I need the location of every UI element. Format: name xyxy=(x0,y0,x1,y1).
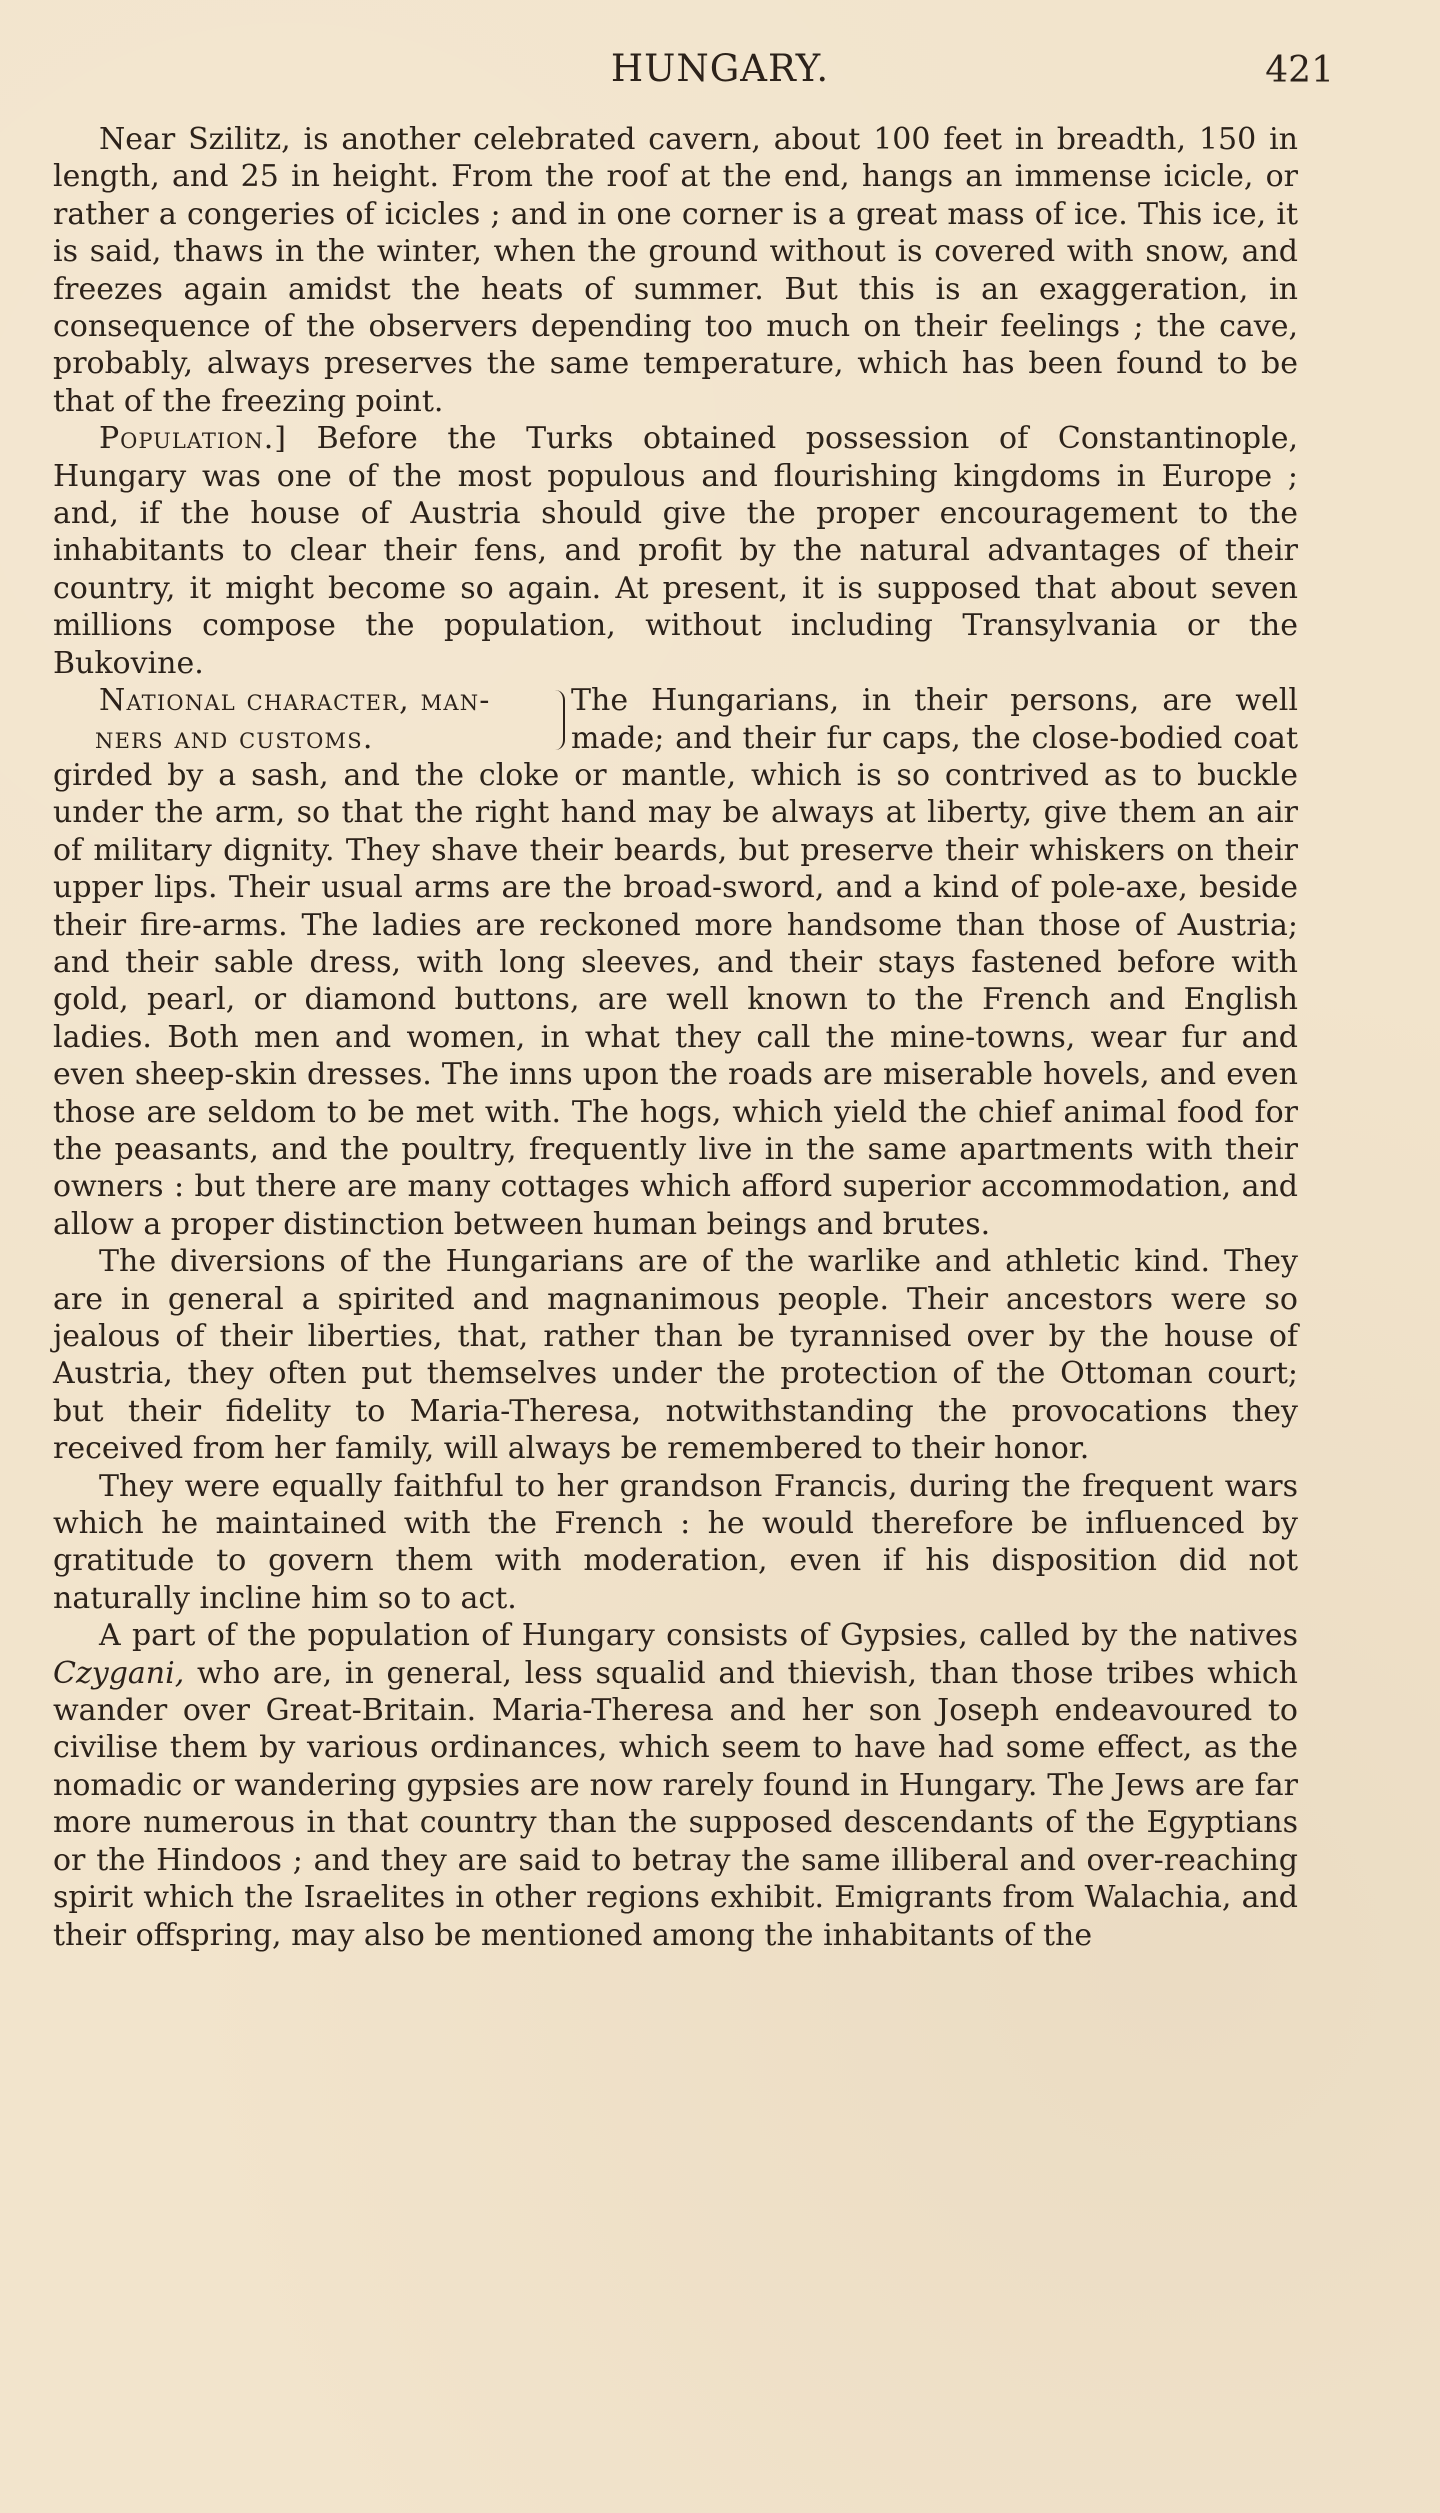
running-head xyxy=(0,44,1440,94)
paragraph-national-character xyxy=(53,682,1298,1243)
brace-mark xyxy=(552,690,565,750)
paragraph-gypsies-text-start: A part of the population of Hungary consists of Gypsies, called by the natives xyxy=(99,1618,1298,1654)
section-heading-population: Population.] xyxy=(99,421,287,457)
side-heading-line-1: National character, man- xyxy=(99,683,491,719)
paragraph-population xyxy=(53,420,1298,682)
page-title: HUNGARY. xyxy=(610,47,830,90)
page-number: 421 xyxy=(1265,50,1334,91)
page-body xyxy=(53,121,1298,1954)
paragraph-national-character-text: The Hungarians, in their persons, are well made; and their fur caps, the close-bodied coat girded by a sash, and the cloke or mantle, which is so contrived as to buckle under the arm, so that the right hand may be always at liberty, give them an air of military dignity. They shave their beards, but preserve their whiskers on their upper lips. Their usual arms are the broad-sword, and a kind of pole-axe, beside their fire-arms. The ladies are reckoned more handsome than those of Austria; and their sable dress, with long sleeves, and their stays fastened before with gold, pearl, or diamond buttons, are well known to the French and English ladies. Both men and women, in what they call the mine-towns, wear fur and even sheep-skin dresses. The inns upon the roads are miserable hovels, and even those are seldom to be met with. The hogs, which yield the chief animal food for the peasants, and the poultry, frequently live in the same apartments with their owners : but there are many cottages which afford superior accommodation, and allow a proper distinction between human beings and brutes. xyxy=(53,683,1298,1242)
side-heading-national-character xyxy=(53,682,561,757)
paragraph-francis-text: They were equally faithful to her grandson Francis, during the frequent wars which he maintained with the French : he would therefore be influenced by gratitude to govern them with moderation, even if his disposition did not naturally incline him so to act. xyxy=(53,1468,1298,1616)
paragraph-cavern xyxy=(53,121,1298,420)
paragraph-diversions xyxy=(53,1243,1298,1467)
side-heading-line-2: ners and customs. xyxy=(95,720,374,756)
paragraph-diversions-text: The diversions of the Hungarians are of the warlike and athletic kind. They are in general a spirited and magnanimous people. Their ancestors were so jealous of their liberties, that, rather than be tyrannised over by the house of Austria, they often put themselves under the protection of the Ottoman court; but their fidelity to Maria-Theresa, notwithstanding the provocations they received from her family, will always be remembered to their honor. xyxy=(53,1244,1298,1467)
paragraph-cavern-text: Near Szilitz, is another celebrated cavern, about 100 feet in breadth, 150 in length, and 25 in height. From the roof at the end, hangs an immense icicle, or rather a congeries of icicles ; and in one corner is a great mass of ice. This ice, it is said, thaws in the winter, when the ground without is covered with snow, and freezes again amidst the heats of summer. But this is an exaggeration, in consequence of the observers depending too much on their feelings ; the cave, probably, always preserves the same temperature, which has been found to be that of the freezing point. xyxy=(53,122,1298,419)
gypsy-term: Czygani, xyxy=(53,1655,185,1691)
paragraph-gypsies xyxy=(53,1617,1298,1954)
paragraph-francis xyxy=(53,1468,1298,1618)
paragraph-gypsies-text-end: who are, in general, less squalid and thievish, than those tribes which wander over Great-Britain. Maria-Theresa and her son Joseph endeavoured to civilise them by various ordinances, which seem to have had some effect, as the nomadic or wandering gypsies are now rarely found in Hungary. The Jews are far more numerous in that country than the supposed descendants of the Egyptians or the Hindoos ; and they are said to betray the same illiberal and over-reaching spirit which the Israelites in other regions exhibit. Emigrants from Walachia, and their offspring, may also be mentioned among the inhabitants of the xyxy=(53,1655,1298,1953)
paragraph-population-text: Before the Turks obtained possession of Constantinople, Hungary was one of the most populous and flourishing kingdoms in Europe ; and, if the house of Austria should give the proper encouragement to the inhabitants to clear their fens, and profit by the natural advantages of their country, it might become so again. At present, it is supposed that about seven millions compose the population, without including Transylvania or the Bukovine. xyxy=(53,421,1298,681)
